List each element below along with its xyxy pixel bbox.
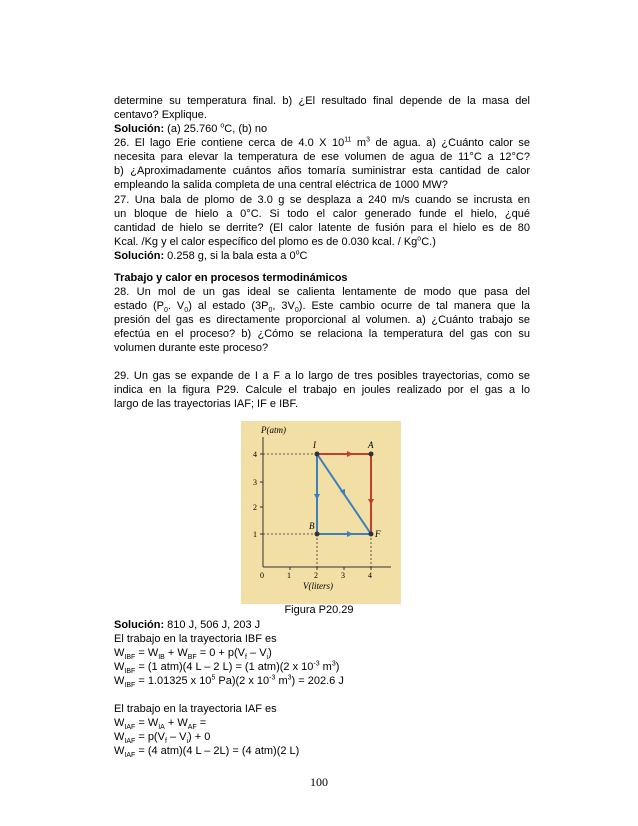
text-line: 28. Un mol de un gas ideal se calienta lentamente de modo que pasa del bbox=[114, 286, 530, 298]
solution-text: C, (b) no bbox=[224, 123, 268, 135]
text-run: m bbox=[275, 675, 288, 687]
problem-26 bbox=[114, 136, 530, 192]
subscript: i bbox=[266, 654, 269, 660]
text-run: ) = 202.6 J bbox=[291, 675, 344, 687]
y-tick-label: 4 bbox=[253, 450, 257, 459]
subscript: IBF bbox=[124, 654, 136, 660]
superscript: -3 bbox=[269, 674, 276, 682]
solution-line bbox=[114, 618, 530, 632]
label-i: I bbox=[313, 440, 316, 450]
subscript: f bbox=[245, 654, 247, 660]
subscript: i bbox=[186, 738, 189, 744]
text-line: El trabajo en la trayectoria IAF es bbox=[114, 703, 277, 715]
point-b bbox=[315, 532, 320, 537]
text-line: efectúa en el proceso? b) ¿Cómo se relaciona la temperatura del gas con su bbox=[114, 328, 530, 340]
superscript: o bbox=[295, 249, 300, 257]
subscript: AF bbox=[187, 724, 197, 730]
solution-text: (a) 25.760 bbox=[164, 123, 221, 135]
text-run: W bbox=[114, 661, 125, 673]
text-line: cantidad de hielo se derrite? (El calor latente de fusión para el hielo es de 80 bbox=[114, 222, 530, 234]
subscript: IBF bbox=[124, 682, 136, 688]
arrow-icon bbox=[347, 451, 353, 457]
subscript: IAF bbox=[124, 752, 136, 758]
solution-29 bbox=[114, 618, 530, 758]
equation-line bbox=[114, 744, 530, 758]
text-run: W bbox=[114, 745, 125, 757]
text-line: 27. Una bala de plomo de 3.0 g se desplaza a 240 m/s cuando se incrusta en bbox=[114, 194, 530, 206]
text-run: = W bbox=[135, 647, 159, 659]
text-run: . V bbox=[167, 300, 185, 312]
x-tick-label: 4 bbox=[368, 571, 372, 580]
subscript: f bbox=[164, 738, 167, 744]
text-run: – V bbox=[166, 731, 187, 743]
text-line: empleando la salida completa de una central eléctrica de 1000 MW? bbox=[114, 179, 448, 191]
problem-28 bbox=[114, 271, 530, 355]
text-line: 29. Un gas se expande de I a F a lo largo de tres posibles trayectorias, como se bbox=[114, 370, 530, 382]
subscript: IAF bbox=[124, 724, 136, 730]
x-axis-label: V(liters) bbox=[303, 581, 333, 591]
superscript: 3 bbox=[331, 660, 336, 668]
x-tick-label: 0 bbox=[260, 571, 264, 580]
text-run: C.) bbox=[421, 236, 436, 248]
superscript: 5 bbox=[211, 674, 216, 682]
y-axis-label: P(atm) bbox=[261, 425, 286, 435]
text-line bbox=[114, 136, 530, 150]
subscript: IB bbox=[158, 654, 165, 660]
equation-line bbox=[114, 730, 530, 744]
equation-line bbox=[114, 660, 530, 674]
text-run: = W bbox=[135, 717, 159, 729]
superscript: o bbox=[417, 235, 422, 243]
text-run: ) + 0 bbox=[188, 731, 211, 743]
text-run: m bbox=[319, 661, 332, 673]
text-run: + W bbox=[164, 647, 188, 659]
text-run: W bbox=[114, 731, 125, 743]
text-run: 26. El lago Erie contiene cerca de 4.0 X 10 bbox=[114, 137, 345, 149]
subscript: 0 bbox=[268, 307, 273, 313]
text-run: ) bbox=[268, 647, 272, 659]
text-line: presión del gas es directamente proporcional al volumen. a) ¿Cuánto trabajo se bbox=[114, 314, 530, 326]
text-run: + W bbox=[164, 717, 188, 729]
text-run: m bbox=[351, 137, 367, 149]
solution-label: Solución: bbox=[114, 250, 165, 262]
text-run: Kcal. /Kg y el calor específico del plomo es de 0.030 kcal. / Kg bbox=[114, 236, 418, 248]
superscript: 11 bbox=[344, 136, 352, 144]
text-line: determine su temperatura final. b) ¿El resultado final depende de la masa del bbox=[114, 95, 530, 107]
equation-line bbox=[114, 674, 530, 688]
text-line bbox=[114, 299, 530, 313]
label-b: B bbox=[309, 521, 315, 531]
text-line bbox=[114, 235, 530, 249]
solution-text: 810 J, 506 J, 203 J bbox=[164, 619, 261, 631]
text-line: largo de las trayectorias IAF; IF e IBF. bbox=[114, 398, 299, 410]
text-run: W bbox=[114, 675, 125, 687]
label-a: A bbox=[368, 440, 374, 450]
y-tick-label: 1 bbox=[253, 530, 257, 539]
text-run: = bbox=[196, 717, 207, 729]
superscript: 3 bbox=[287, 674, 292, 682]
solution-text: C bbox=[299, 250, 308, 262]
pv-diagram-svg bbox=[241, 421, 401, 604]
label-f: F bbox=[375, 529, 381, 539]
text-line: indica en la figura P29. Calcule el trabajo en joules realizado por el gas a lo bbox=[114, 384, 530, 396]
text-run: W bbox=[114, 647, 125, 659]
superscript: o bbox=[220, 122, 225, 130]
arrow-icon bbox=[347, 531, 353, 537]
problem-29 bbox=[114, 369, 530, 411]
text-run: = 0 + p(V bbox=[196, 647, 246, 659]
section-title: Trabajo y calor en procesos termodinámicos bbox=[114, 272, 348, 284]
text-line: un bloque de hielo a 0°C. Si todo el calor generado funde el hielo, ¿qué bbox=[114, 208, 530, 220]
y-tick-label: 3 bbox=[253, 478, 257, 487]
text-run: ). Este cambio ocurre de tal manera que la bbox=[298, 300, 530, 312]
equation-line bbox=[114, 716, 530, 730]
text-run: , 3V bbox=[272, 300, 295, 312]
text-run: = (1 atm)(4 L – 2 L) = (1 atm)(2 x 10 bbox=[135, 661, 314, 673]
text-run: = (4 atm)(4 L – 2L) = (4 atm)(2 L) bbox=[135, 745, 300, 757]
text-run: Pa)(2 x 10 bbox=[215, 675, 270, 687]
text-line: volumen durante este proceso? bbox=[114, 342, 269, 354]
subscript: 0 bbox=[294, 307, 299, 313]
text-run: de agua. a) ¿Cuánto calor se bbox=[370, 137, 530, 149]
x-tick-label: 2 bbox=[314, 571, 318, 580]
text-run: ) al estado (3P bbox=[188, 300, 269, 312]
point-a bbox=[369, 452, 374, 457]
text-line: b) ¿Aproximadamente cuántos años tomaría suministrar esta cantidad de calor bbox=[114, 165, 530, 177]
x-tick-label: 3 bbox=[341, 571, 345, 580]
subscript: IBF bbox=[124, 668, 136, 674]
text-line: centavo? Explique. bbox=[114, 109, 207, 121]
paragraph-25-continuation bbox=[114, 94, 530, 136]
page-number: 100 bbox=[310, 775, 328, 789]
superscript: -3 bbox=[313, 660, 320, 668]
blank-line bbox=[114, 688, 530, 702]
text-run: = p(V bbox=[135, 731, 165, 743]
solution-line bbox=[114, 122, 530, 136]
subscript: IA bbox=[158, 724, 165, 730]
solution-label: Solución: bbox=[114, 619, 165, 631]
figure-caption: Figura P20.29 bbox=[284, 604, 354, 616]
x-tick-label: 1 bbox=[287, 571, 291, 580]
superscript: 3 bbox=[366, 136, 371, 144]
text-run: = 1.01325 x 10 bbox=[135, 675, 212, 687]
subscript: IAF bbox=[124, 738, 136, 744]
text-run: W bbox=[114, 717, 125, 729]
figure-pv-diagram bbox=[241, 421, 401, 604]
point-f bbox=[369, 532, 374, 537]
equation-line bbox=[114, 646, 530, 660]
arrow-icon bbox=[368, 499, 374, 505]
subscript: BF bbox=[187, 654, 197, 660]
arrow-icon bbox=[314, 494, 320, 500]
text-run: – V bbox=[246, 647, 267, 659]
subscript: 0 bbox=[164, 307, 168, 313]
problem-27 bbox=[114, 193, 530, 263]
text-line: necesita para elevar la temperatura de ese volumen de agua de 11°C a 12°C? bbox=[114, 151, 530, 163]
subscript: 0 bbox=[184, 307, 189, 313]
text-line: El trabajo en la trayectoria IBF es bbox=[114, 633, 277, 645]
text-run: estado (P bbox=[114, 300, 164, 312]
text-run: ) bbox=[335, 661, 340, 673]
point-i bbox=[315, 452, 320, 457]
solution-text: 0.258 g, si la bala esta a 0 bbox=[164, 250, 296, 262]
solution-line bbox=[114, 249, 530, 263]
y-tick-label: 2 bbox=[253, 503, 257, 512]
solution-label: Solución: bbox=[114, 123, 165, 135]
